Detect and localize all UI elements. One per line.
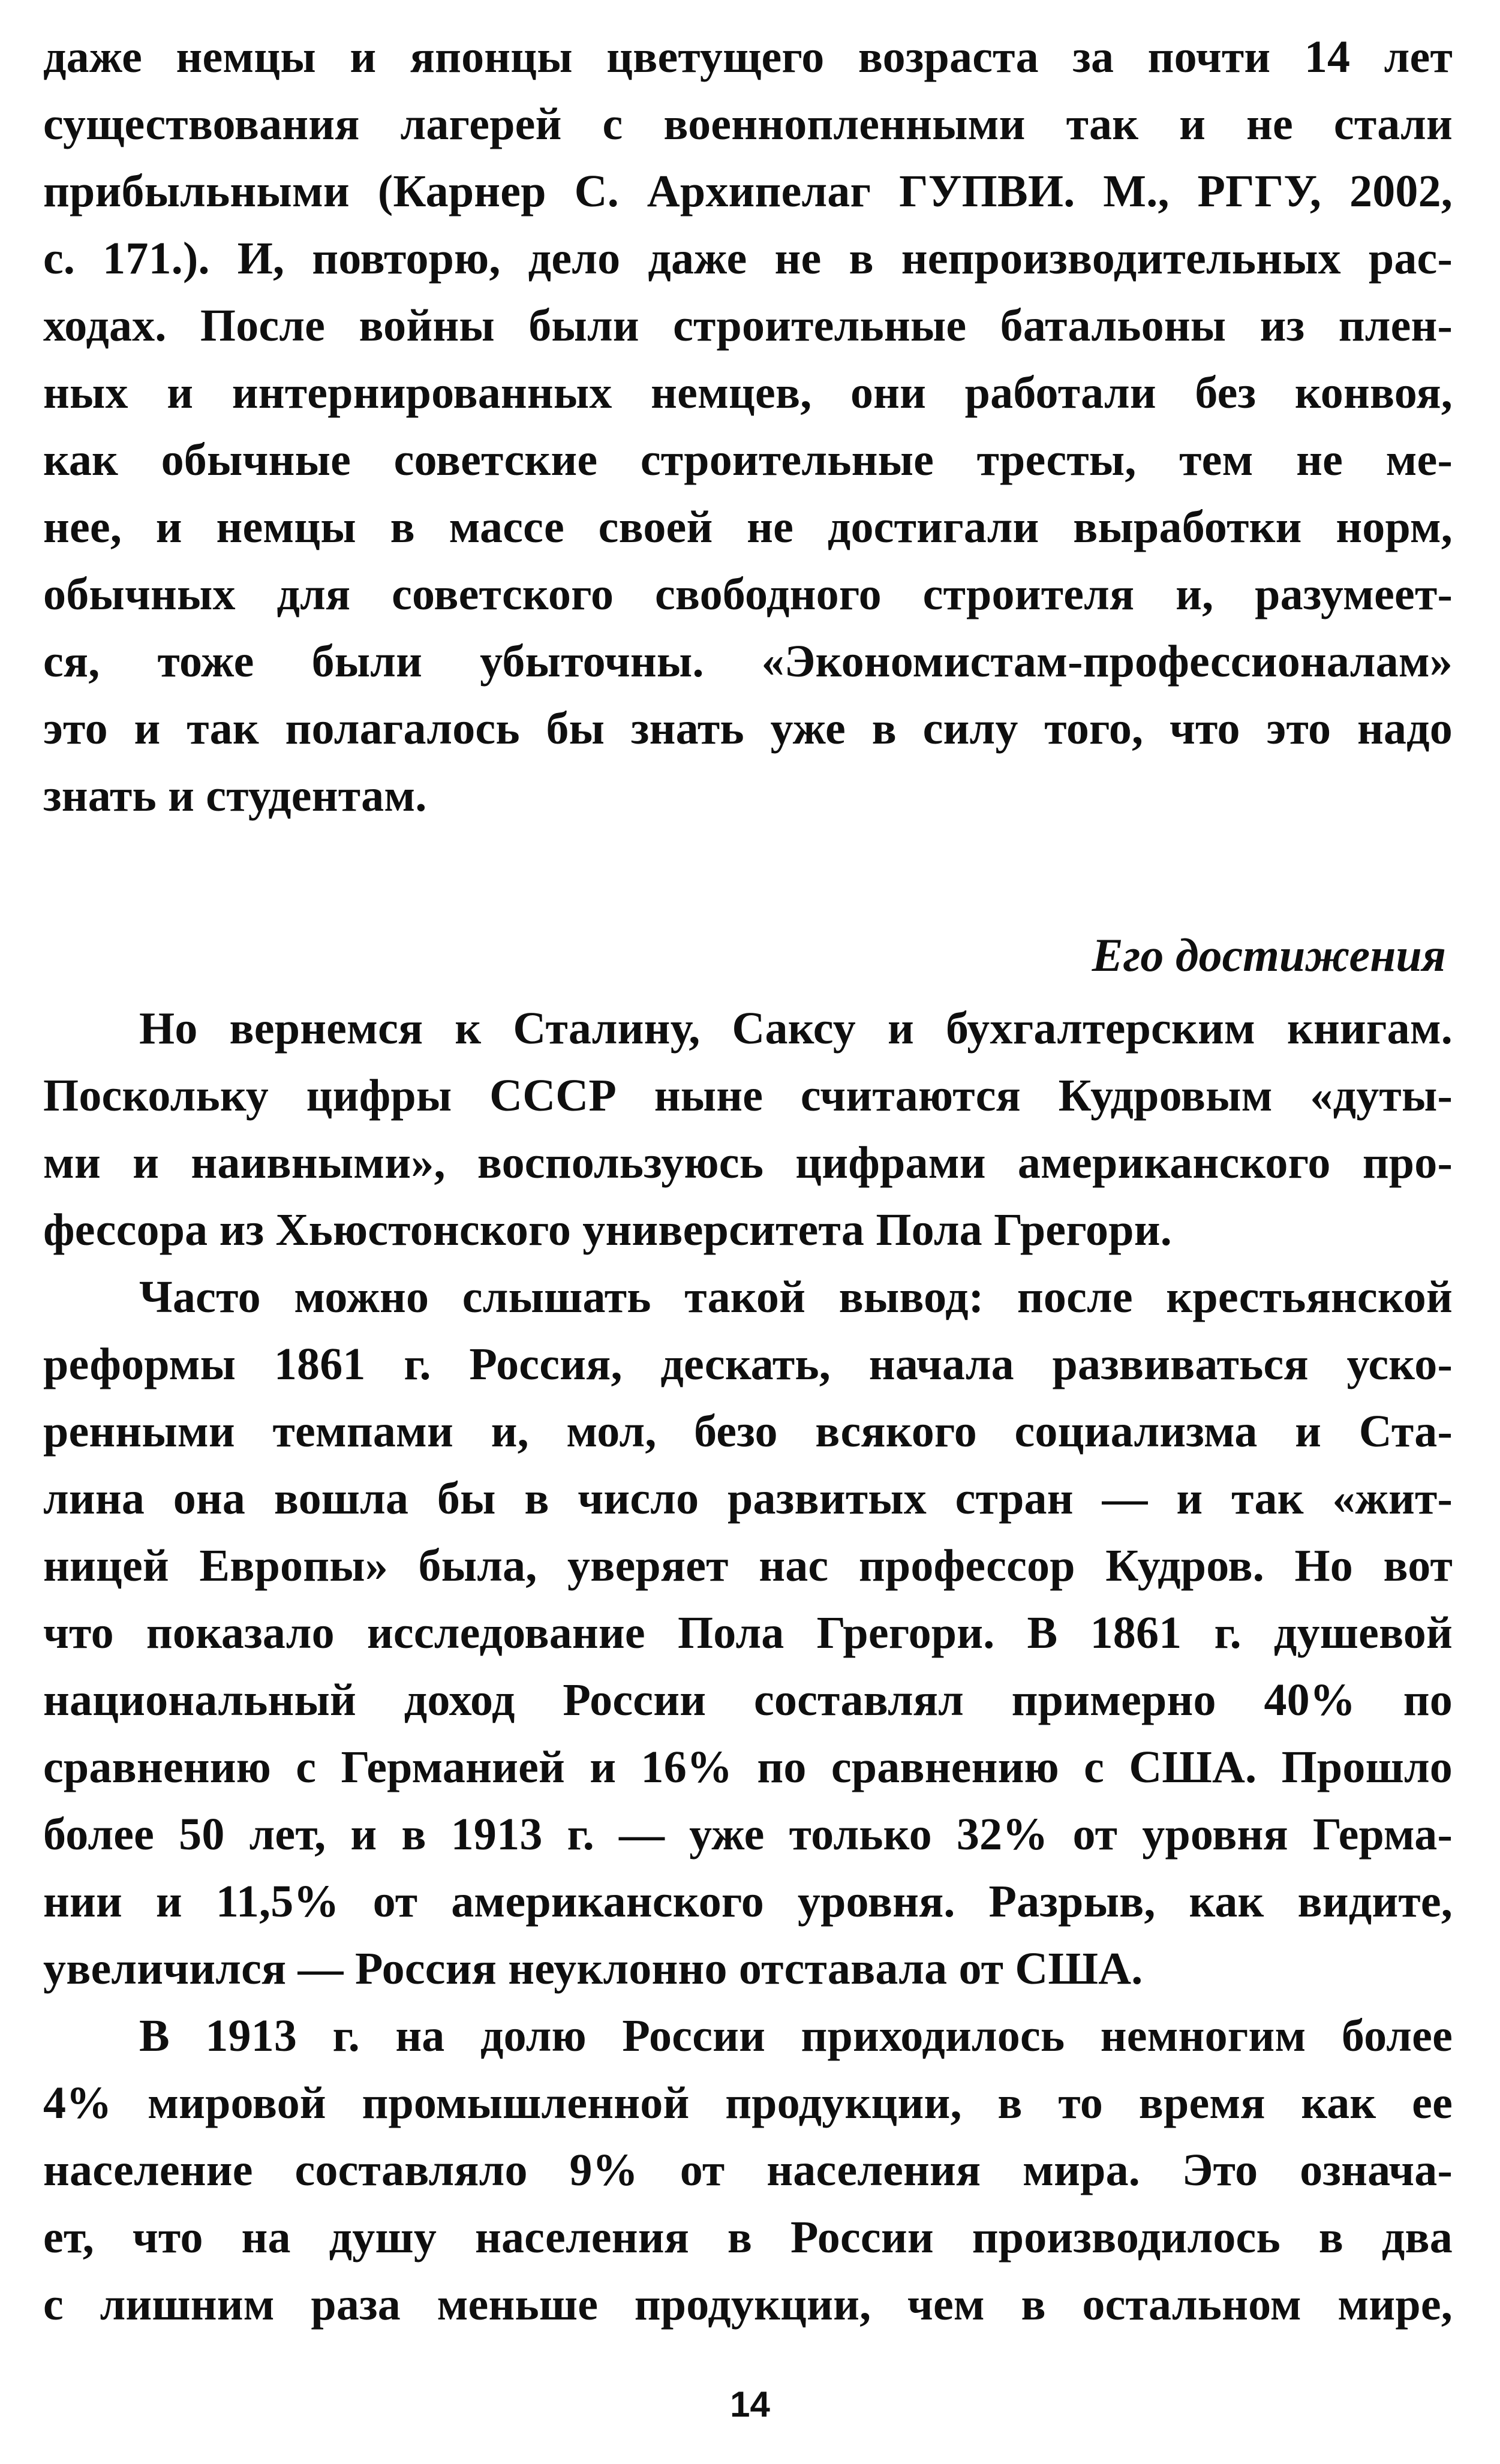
text-line: реформы 1861 г. Россия, дескать, начала развиваться уско-: [43, 1339, 1453, 1389]
text-line: с. 171.). И, повторю, дело даже не в непроизводительных рас-: [43, 233, 1453, 284]
text-line: ми и наивными», воспользуюсь цифрами американского про-: [43, 1138, 1453, 1188]
text-line: знать и студентам.: [43, 771, 427, 821]
text-line: национальный доход России составлял примерно 40% по: [43, 1675, 1453, 1725]
text-line: ся, тоже были убыточны. «Экономистам-профессионалам»: [43, 636, 1453, 687]
text-line: что показало исследование Пола Грегори. В 1861 г. душевой: [43, 1608, 1453, 1658]
section-heading: Его достижения: [1092, 929, 1446, 981]
text-line: ет, что на душу населения в России производилось в два: [43, 2212, 1453, 2263]
text-line: существования лагерей с военнопленными так и не стали: [43, 99, 1453, 149]
text-line: ных и интернированных немцев, они работали без конвоя,: [43, 368, 1453, 418]
text-line: более 50 лет, и в 1913 г. — уже только 32% от уровня Герма-: [43, 1809, 1453, 1860]
text-line: прибыльными (Карнер С. Архипелаг ГУПВИ. М., РГГУ, 2002,: [43, 166, 1453, 216]
text-line: увеличился — Россия неуклонно отставала от США.: [43, 1943, 1143, 1994]
text-line: Часто можно слышать такой вывод: после крестьянской: [139, 1272, 1453, 1322]
text-line: население составляло 9% от населения мира. Это означа-: [43, 2145, 1453, 2195]
text-line: ницей Европы» была, уверяет нас профессор Кудров. Но вот: [43, 1541, 1453, 1591]
text-line: обычных для советского свободного строителя и, разумеет-: [43, 569, 1453, 619]
text-line: В 1913 г. на долю России приходилось немногим более: [139, 2011, 1453, 2061]
text-line: это и так полагалось бы знать уже в силу того, что это надо: [43, 703, 1453, 754]
text-line: с лишним раза меньше продукции, чем в остальном мире,: [43, 2279, 1453, 2330]
text-line: как обычные советские строительные тресты, тем не ме-: [43, 435, 1453, 485]
text-line: лина она вошла бы в число развитых стран — и так «жит-: [43, 1473, 1453, 1524]
text-line: нии и 11,5% от американского уровня. Разрыв, как видите,: [43, 1876, 1453, 1927]
text-line: ренными темпами и, мол, безо всякого социализма и Ста-: [43, 1406, 1453, 1457]
text-line: Поскольку цифры СССР ныне считаются Кудровым «дуты-: [43, 1070, 1453, 1121]
text-line: 4% мировой промышленной продукции, в то время как ее: [43, 2078, 1453, 2128]
text-line: Но вернемся к Сталину, Саксу и бухгалтерским книгам.: [139, 1003, 1453, 1054]
text-line: ходах. После войны были строительные батальоны из плен-: [43, 300, 1453, 351]
text-line: даже немцы и японцы цветущего возраста за почти 14 лет: [43, 32, 1453, 82]
text-line: сравнению с Германией и 16% по сравнению с США. Прошло: [43, 1742, 1453, 1792]
page-number: 14: [730, 2384, 770, 2424]
text-line: фессора из Хьюстонского университета Пола Грегори.: [43, 1205, 1172, 1255]
text-line: нее, и немцы в массе своей не достигали выработки норм,: [43, 502, 1453, 552]
